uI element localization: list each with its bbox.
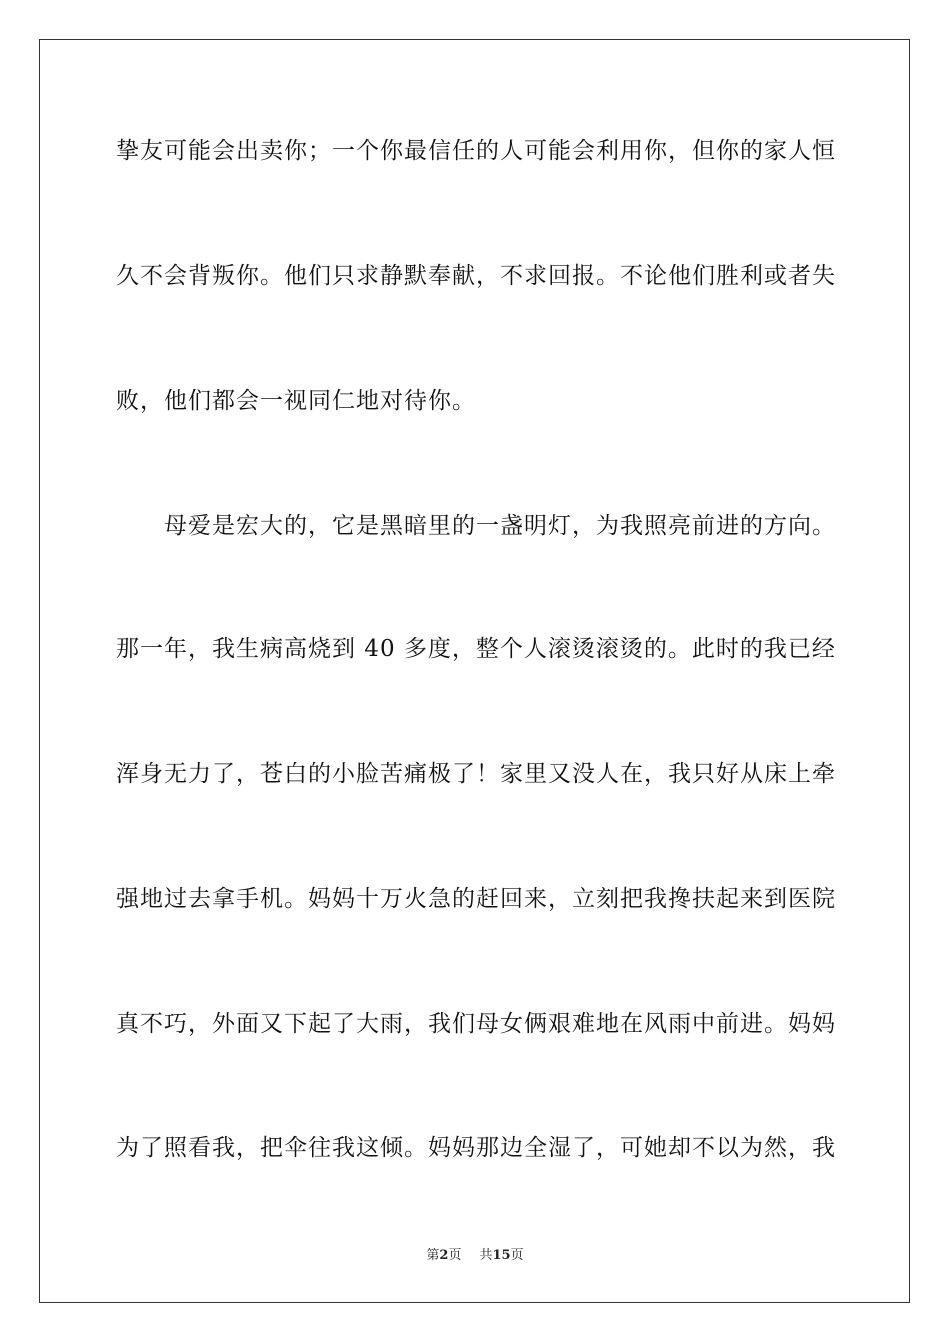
text-line-2: 久不会背叛你。他们只求静默奉献，不求回报。不论他们胜利或者失 xyxy=(116,263,836,289)
text-line-4-paragraph-start: 母爱是宏大的，它是黑暗里的一盏明灯，为我照亮前进的方向。 xyxy=(164,513,836,539)
text-line-3: 败，他们都会一视同仁地对待你。 xyxy=(116,388,476,414)
total-prefix: 共 xyxy=(479,1248,493,1263)
text-line-8: 真不巧，外面又下起了大雨，我们母女俩艰难地在风雨中前进。妈妈 xyxy=(116,1011,836,1037)
text-line-5: 那一年，我生病高烧到 40 多度，整个人滚烫滚烫的。此时的我已经 xyxy=(116,636,836,662)
total-suffix: 页 xyxy=(510,1248,524,1263)
text-line-6: 浑身无力了，苍白的小脸苦痛极了！家里又没人在，我只好从床上牵 xyxy=(116,761,836,787)
text-line-9: 为了照看我，把伞往我这倾。妈妈那边全湿了，可她却不以为然，我 xyxy=(116,1135,836,1161)
page-total-number: 15 xyxy=(492,1248,511,1263)
text-line-1: 挚友可能会出卖你；一个你最信任的人可能会利用你，但你的家人恒 xyxy=(116,138,836,164)
page-prefix: 第 xyxy=(426,1248,440,1263)
page-current-number: 2 xyxy=(439,1248,449,1263)
page-suffix: 页 xyxy=(448,1248,462,1263)
text-line-7: 强地过去拿手机。妈妈十万火急的赶回来，立刻把我搀扶起来到医院 xyxy=(116,886,836,912)
page-footer xyxy=(0,1247,950,1265)
page-border xyxy=(39,39,910,1303)
